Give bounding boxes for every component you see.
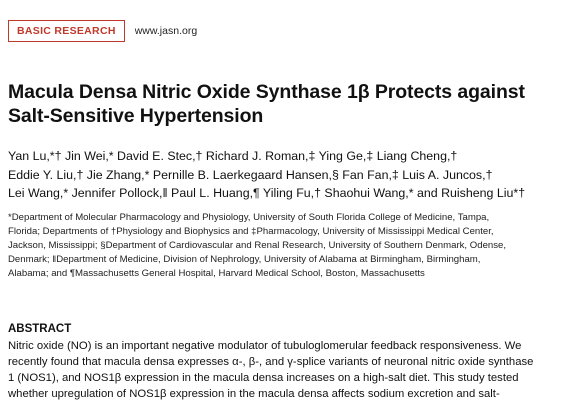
author-line: Lei Wang,* Jennifer Pollock,‖ Paul L. Huang,¶ Yiling Fu,† Shaohui Wang,* and Ruisheng Liu*† [8, 186, 526, 200]
author-line: Eddie Y. Liu,† Jie Zhang,* Pernille B. Laerkegaard Hansen,§ Fan Fan,‡ Luis A. Juncos,† [8, 167, 493, 182]
section-badge: BASIC RESEARCH [8, 20, 125, 42]
author-list [8, 147, 574, 203]
abstract-body [8, 338, 574, 402]
affiliation-line: Jackson, Mississippi; §Department of Cardiovascular and Renal Research, University of Southern Denmark, Odense, [8, 240, 507, 251]
affiliation-line: Denmark; ‖Department of Medicine, Division of Nephrology, University of Alabama at Birmingham, Birmingham, [8, 254, 481, 265]
affiliation-line: Alabama; and ¶Massachusetts General Hospital, Harvard Medical School, Boston, Massachusetts [8, 268, 425, 279]
article-header [8, 19, 197, 42]
affiliation-line: Florida; Departments of †Physiology and Biophysics and ‡Pharmacology, University of Mississippi Medical Center, [8, 226, 494, 237]
abstract-line: Nitric oxide (NO) is an important negative modulator of tubuloglomerular feedback responsiveness. We [8, 340, 522, 352]
affiliation-line: *Department of Molecular Pharmacology and Physiology, University of South Florida College of Medicine, Tampa, [8, 212, 490, 223]
abstract-heading: ABSTRACT [8, 323, 72, 335]
affiliations [8, 211, 572, 281]
abstract-line: 1 (NOS1), and NOS1β expression in the macula densa increases on a high-salt diet. This study tested [8, 372, 519, 384]
journal-url[interactable]: www.jasn.org [134, 24, 198, 37]
abstract-line: recently found that macula densa expresses α-, β-, and γ-splice variants of neuronal nitric oxide synthase [8, 356, 534, 368]
author-line: Yan Lu,*† Jin Wei,* David E. Stec,† Richard J. Roman,‡ Ying Ge,‡ Liang Cheng,† [8, 149, 458, 163]
article-title: Macula Densa Nitric Oxide Synthase 1β Protects against Salt-Sensitive Hypertension [8, 81, 525, 127]
abstract-line: whether upregulation of NOS1β expression in the macula densa affects sodium excretion and salt- [8, 388, 500, 400]
